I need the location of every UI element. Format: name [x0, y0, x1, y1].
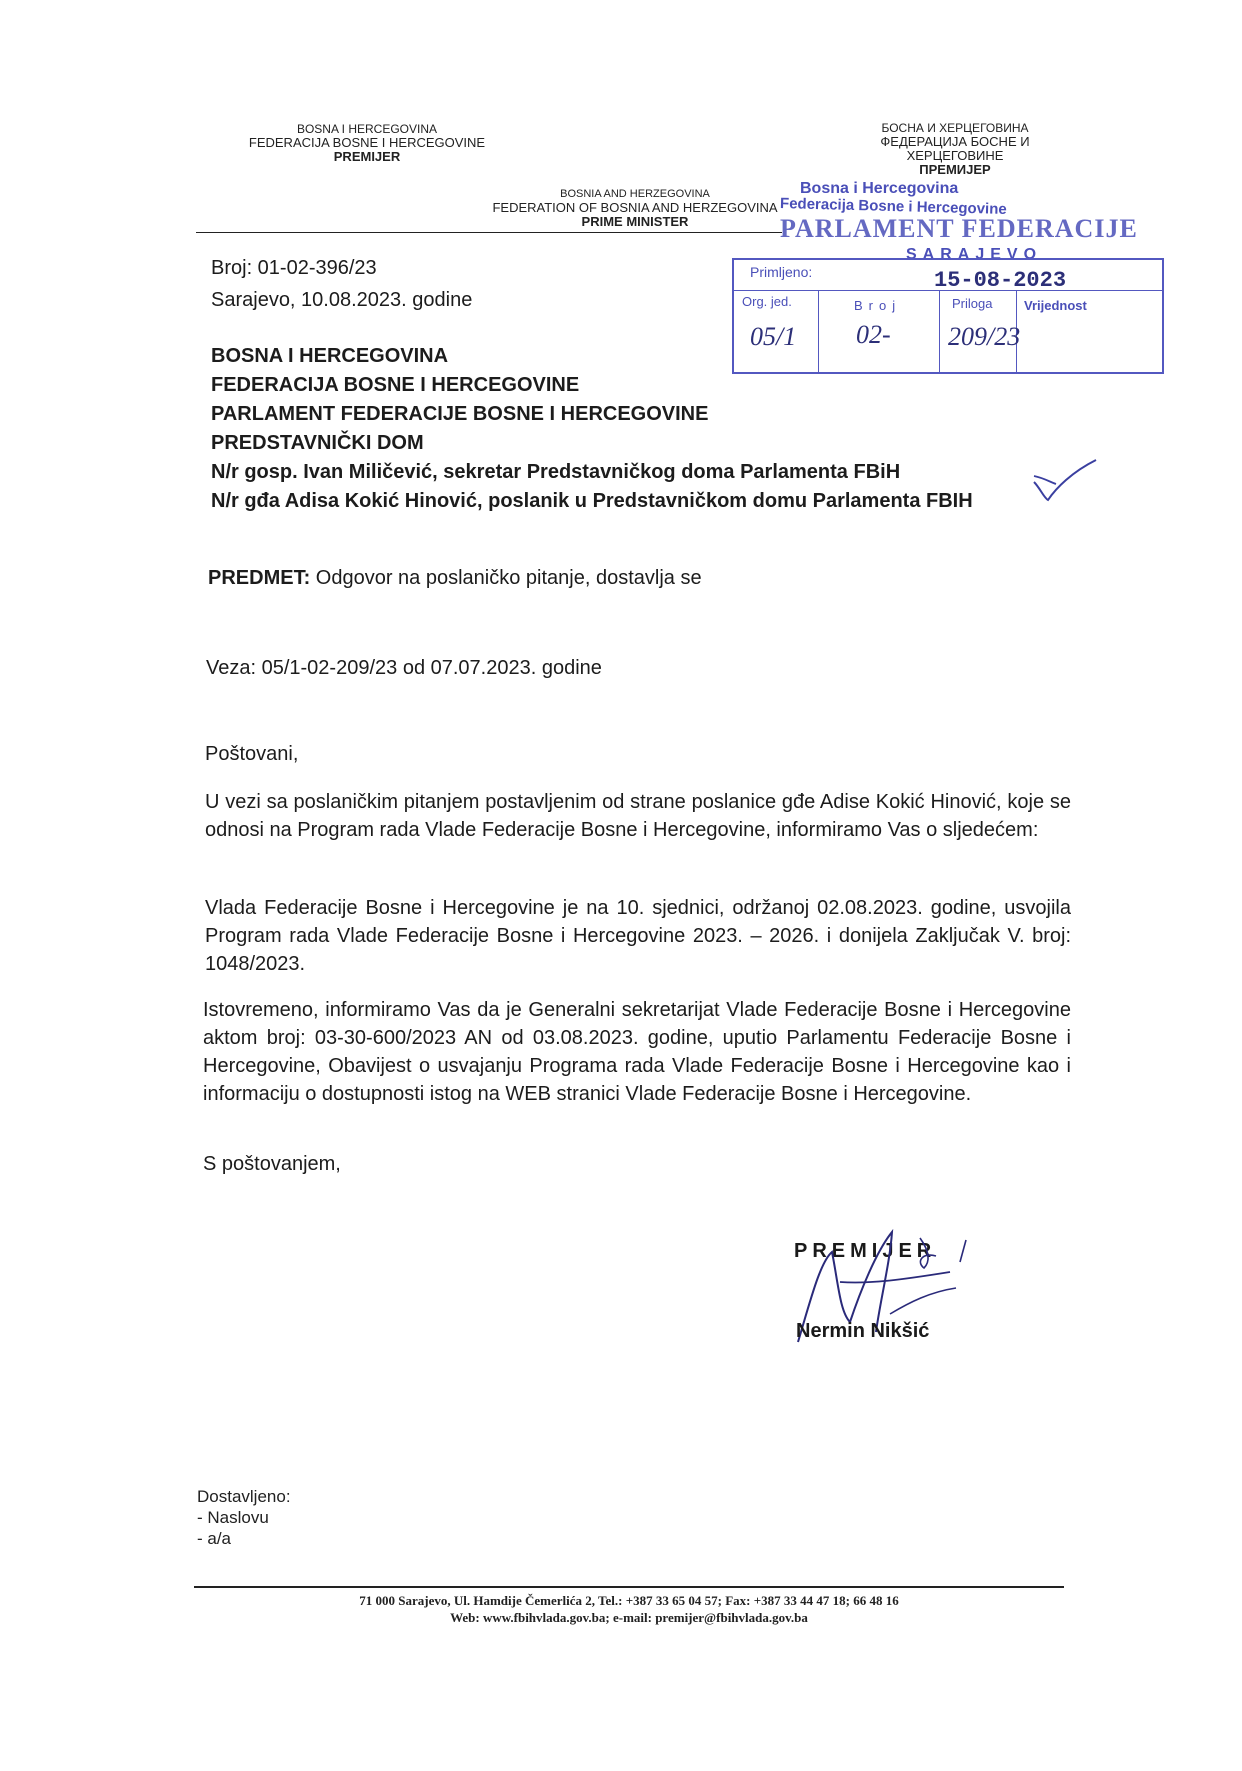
recipient-line: PREDSTAVNIČKI DOM: [211, 432, 424, 454]
signatory-name: Nermin Nikšić: [796, 1320, 930, 1342]
distribution-block: [197, 1486, 291, 1549]
footer-address: 71 000 Sarajevo, Ul. Hamdije Čemerlića 2, Tel.: +387 33 65 04 57; Fax: +387 33 44 47 18; 66 48 16: [359, 1593, 899, 1608]
stamp-received-label: Primljeno:: [750, 264, 813, 280]
document-number: Broj: 01-02-396/23: [211, 257, 377, 279]
footer-rule: [194, 1586, 1064, 1588]
letterhead-left: [222, 122, 512, 164]
recipient-block: [211, 342, 1111, 516]
letterhead-middle-line: FEDERATION OF BOSNIA AND HERZEGOVINA: [492, 200, 778, 215]
letterhead-middle-title: PRIME MINISTER: [581, 214, 689, 229]
stamp-col-org: Org. jed.: [742, 294, 792, 309]
paragraph-2: Vlada Federacije Bosne i Hercegovine je na 10. sjednici, održanoj 02.08.2023. godine, usvojila Program rada Vlade Federacije Bosne i Hercegovine 2023. – 2026. i donijela Zaključak V. broj: 1048/2023.: [205, 897, 1071, 975]
stamp-col-broj: Broj: [854, 298, 902, 313]
stamp-col-vrijednost: Vrijednost: [1024, 298, 1087, 313]
stamp-val-org: 05/1: [750, 322, 797, 351]
paragraph-3: Istovremeno, informiramo Vas da je Generalni sekretarijat Vlade Federacije Bosne i Hercegovine aktom broj: 03-30-600/2023 AN od 03.08.2023. godine, uputio Parlamentu Federacije Bosne i Hercegovine, Obavijest o usvajanju Programa rada Vlade Federacije Bosne i Hercegovine kao i informaciju o dostupnosti istog na WEB stranici Vlade Federacije Bosne i Hercegovine.: [203, 999, 1071, 1105]
recipient-attention-2: N/r gđa Adisa Kokić Hinović, poslanik u Predstavničkom domu Parlamenta FBIH: [211, 490, 973, 512]
stamp-line-1: Bosna i Hercegovina: [800, 180, 959, 197]
greeting: Poštovani,: [205, 743, 299, 765]
reference-line: Veza: 05/1-02-209/23 od 07.07.2023. godine: [206, 657, 602, 679]
letterhead-left-line: BOSNA I HERCEGOVINA: [296, 122, 438, 136]
recipient-line: FEDERACIJA BOSNE I HERCEGOVINE: [211, 374, 580, 396]
letterhead-middle-line: BOSNIA AND HERZEGOVINA: [560, 188, 710, 200]
subject-text: Odgovor na poslaničko pitanje, dostavlja se: [310, 567, 702, 589]
footer-contact: Web: www.fbihvlada.gov.ba; e-mail: premijer@fbihvlada.gov.ba: [450, 1610, 808, 1625]
stamp-line-2: Federacija Bosne i Hercegovine: [779, 195, 1007, 218]
letterhead-right-line: БОСНА И ХЕРЦЕГОВИНА: [881, 121, 1029, 135]
subject-label: PREDMET:: [208, 567, 311, 589]
stamp-col-priloga: Priloga: [952, 296, 993, 311]
letterhead-right: [860, 121, 1050, 177]
letterhead-left-title: PREMIJER: [333, 149, 401, 164]
footer: [194, 1592, 1064, 1626]
letterhead-rule: [196, 232, 782, 233]
stamp-city: SARAJEVO: [906, 246, 1043, 263]
stamp-val-priloga: 209/23: [948, 322, 1021, 351]
subject-line: [208, 564, 702, 592]
distribution-item: - Naslovu: [197, 1508, 269, 1527]
letterhead-right-line: ХЕРЦЕГОВИНЕ: [906, 148, 1004, 163]
distribution-label: Dostavljeno:: [197, 1487, 291, 1506]
stamp-val-broj: 02-: [856, 320, 891, 349]
signature-title: PREMIJER: [794, 1240, 937, 1262]
recipient-attention-1: N/r gosp. Ivan Miličević, sekretar Predstavničkog doma Parlamenta FBiH: [211, 461, 901, 483]
distribution-item: - a/a: [197, 1529, 232, 1548]
letterhead-left-line: FEDERACIJA BOSNE I HERCEGOVINE: [248, 135, 486, 150]
letterhead-right-line: ФЕДЕРАЦИЈА БОСНЕ И: [880, 134, 1030, 149]
stamp-grid-line: [734, 290, 1162, 291]
letterhead-right-title: ПРЕМИЈЕР: [919, 162, 991, 177]
stamp-line-3: PARLAMENT FEDERACIJE: [780, 214, 1138, 243]
checkmark-icon: [1030, 458, 1100, 504]
recipient-line: BOSNA I HERCEGOVINA: [211, 345, 449, 367]
stamp-received-date: 15-08-2023: [934, 268, 1067, 293]
closing: S poštovanjem,: [203, 1153, 341, 1175]
paragraph-1: U vezi sa poslaničkim pitanjem postavljenim od strane poslanice gđe Adise Kokić Hinović, koje se odnosi na Program rada Vlade Federacije Bosne i Hercegovine, informiramo Vas o sljedećem:: [205, 791, 1071, 841]
document-place-date: Sarajevo, 10.08.2023. godine: [211, 289, 473, 311]
recipient-line: PARLAMENT FEDERACIJE BOSNE I HERCEGOVINE: [211, 403, 709, 425]
